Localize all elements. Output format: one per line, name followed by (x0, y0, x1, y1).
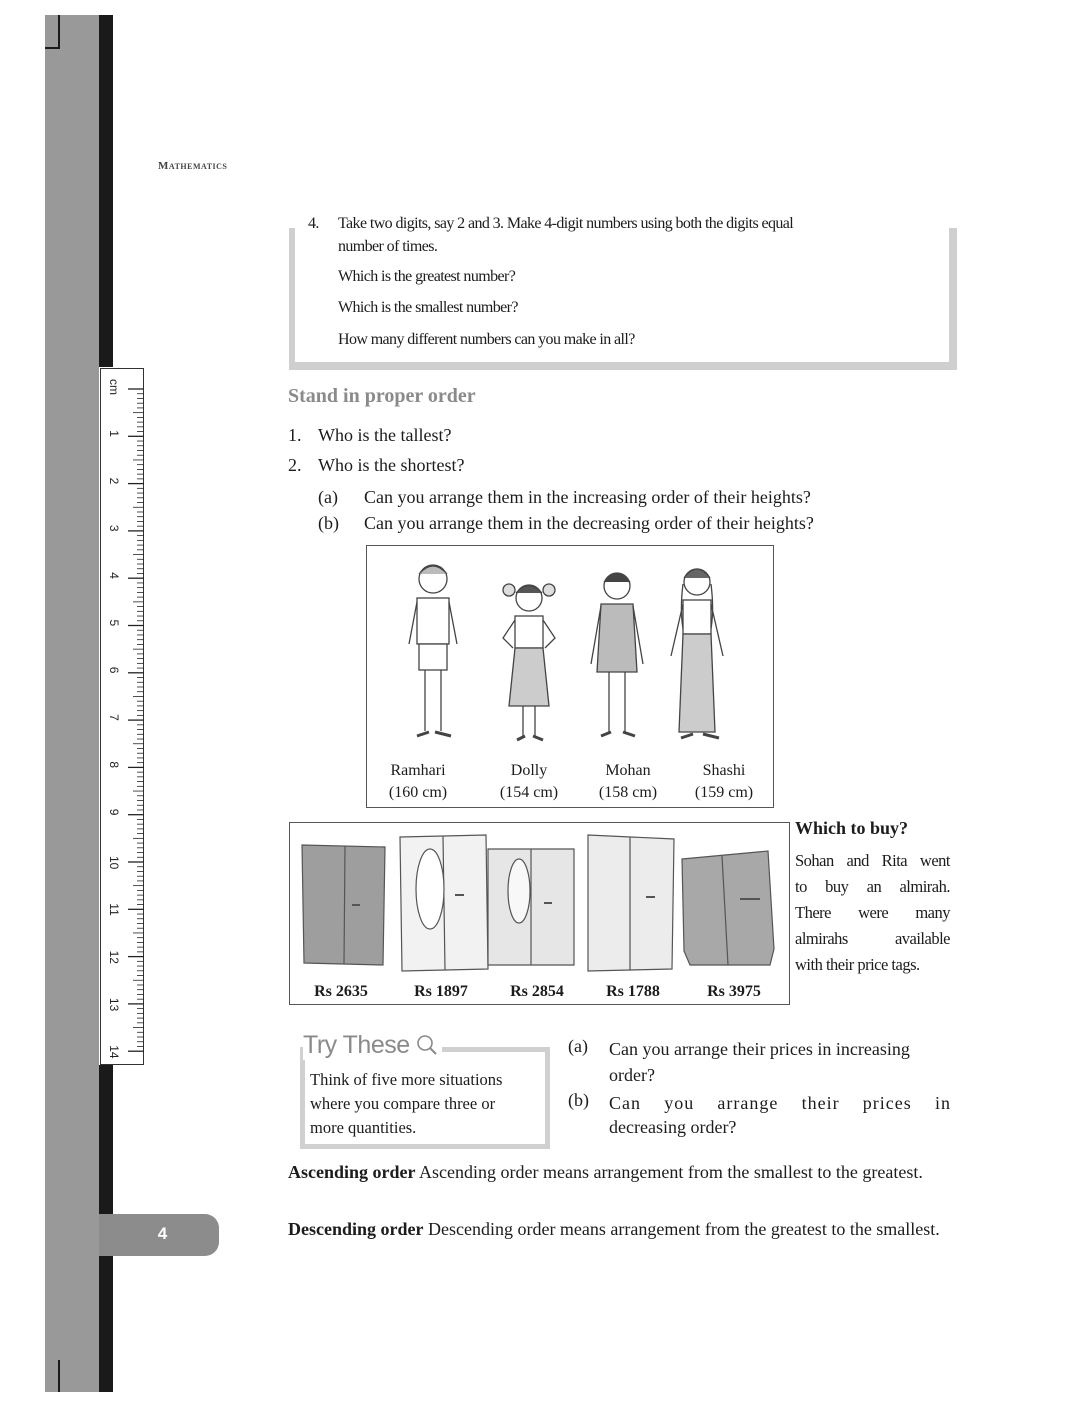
ruler-label: 5 (107, 619, 121, 627)
ruler-label: 11 (107, 903, 121, 916)
descending-text: Descending order means arrangement from the greatest to the smallest. (423, 1219, 940, 1239)
price-question-b-label: (b) (568, 1090, 589, 1110)
running-head: Mathematics (158, 160, 228, 172)
kid-height-mohan: (158 cm) (598, 784, 658, 801)
ruler-label: 12 (107, 950, 121, 964)
kid-height-ramhari: (160 cm) (388, 784, 448, 801)
crop-mark-bottom (58, 1360, 60, 1392)
side-dark-bar-top (99, 15, 113, 367)
shashi-figure (671, 569, 723, 738)
almirah-price-1: Rs 2635 (314, 983, 368, 1000)
ruler-label: 10 (107, 856, 121, 870)
ascending-definition (288, 1159, 953, 1186)
ruler-label: 8 (107, 761, 121, 769)
ruler (100, 368, 144, 1065)
descending-definition (288, 1216, 953, 1243)
price-question-a-line2: order? (609, 1065, 655, 1085)
ruler-label: 9 (107, 808, 121, 816)
try-these-title (303, 1031, 442, 1060)
almirah-4 (588, 835, 674, 971)
almirah-2 (400, 835, 488, 971)
ruler-label: 4 (107, 572, 121, 579)
price-question-b-line1: Can you arrange their prices in (609, 1093, 951, 1113)
ruler-label: 1 (107, 430, 121, 437)
ascending-term: Ascending order (288, 1162, 416, 1182)
page-number: 4 (157, 1224, 168, 1243)
subquestion-a-text: Can you arrange them in the increasing order of their heights? (364, 487, 811, 507)
question-number: 4. (308, 215, 319, 232)
kid-height-shashi: (159 cm) (694, 784, 754, 801)
ruler-label: 6 (107, 666, 121, 674)
which-to-buy-line-4: almirahs available (795, 929, 950, 948)
almirah-illustration (289, 822, 790, 1005)
which-to-buy-line-5: with their price tags. (795, 955, 920, 974)
almirah-1 (302, 845, 385, 965)
almirah-price-3: Rs 2854 (510, 983, 564, 1000)
kid-name-mohan: Mohan (605, 762, 651, 779)
which-to-buy-line-1: Sohan and Rita went (795, 851, 950, 870)
kid-name-shashi: Shashi (702, 762, 746, 779)
descending-term: Descending order (288, 1219, 424, 1239)
crop-mark-top-h (45, 47, 60, 49)
subquestion-b-label: (b) (318, 513, 339, 533)
try-these-title-text: Try These (303, 1031, 410, 1059)
ruler-label: 14 (107, 1045, 121, 1059)
almirah-price-4: Rs 1788 (606, 983, 660, 1000)
kid-height-dolly: (154 cm) (499, 784, 559, 801)
almirah-price-5: Rs 3975 (707, 983, 761, 1000)
which-to-buy-title: Which to buy? (795, 818, 909, 838)
question-2-number: 2. (288, 455, 302, 475)
section-title: Stand in proper order (288, 385, 476, 407)
try-these-line-3: more quantities. (310, 1118, 417, 1137)
side-strip (45, 15, 99, 1392)
question-1-number: 1. (288, 425, 302, 445)
almirah-5 (682, 851, 774, 965)
ruler-unit-label: cm (107, 379, 121, 395)
ruler-label: 2 (107, 477, 121, 485)
question-smallest: Which is the smallest number? (338, 299, 518, 316)
question-1-text: Who is the tallest? (318, 425, 452, 445)
question-count: How many different numbers can you make in all? (338, 331, 635, 348)
kid-name-dolly: Dolly (510, 762, 548, 779)
ruler-scale (101, 369, 145, 1066)
magnifier-icon (416, 1034, 438, 1056)
crop-mark-top (58, 15, 60, 49)
price-question-b-line2: decreasing order? (609, 1117, 737, 1137)
subquestion-b-text: Can you arrange them in the decreasing order of their heights? (364, 513, 814, 533)
ruler-label: 3 (107, 524, 121, 532)
almirah-price-2: Rs 1897 (414, 983, 468, 1000)
ruler-label: 13 (107, 997, 121, 1012)
question-text-line1: Take two digits, say 2 and 3. Make 4-digit numbers using both the digits equal (338, 215, 794, 232)
almirahs-drawing (290, 823, 788, 1003)
price-question-a-label: (a) (568, 1036, 588, 1056)
ascending-text: Ascending order means arrangement from the smallest to the greatest. (415, 1162, 923, 1182)
subquestion-a-label: (a) (318, 487, 338, 507)
dolly-figure (503, 584, 555, 740)
almirah-3 (488, 849, 574, 965)
mohan-figure (591, 573, 643, 736)
question-2-text: Who is the shortest? (318, 455, 465, 475)
price-question-a-line1: Can you arrange their prices in increasing (609, 1039, 910, 1059)
ruler-label: 7 (107, 714, 121, 721)
try-these-line-1: Think of five more situations (310, 1070, 503, 1089)
which-to-buy-line-2: to buy an almirah. (795, 877, 950, 896)
ramhari-figure (409, 565, 457, 736)
which-to-buy-line-3: There were many (795, 903, 950, 922)
try-these-line-2: where you compare three or (310, 1094, 496, 1113)
question-text-line2: number of times. (338, 238, 438, 255)
kid-name-ramhari: Ramhari (390, 762, 446, 779)
question-greatest: Which is the greatest number? (338, 268, 516, 285)
